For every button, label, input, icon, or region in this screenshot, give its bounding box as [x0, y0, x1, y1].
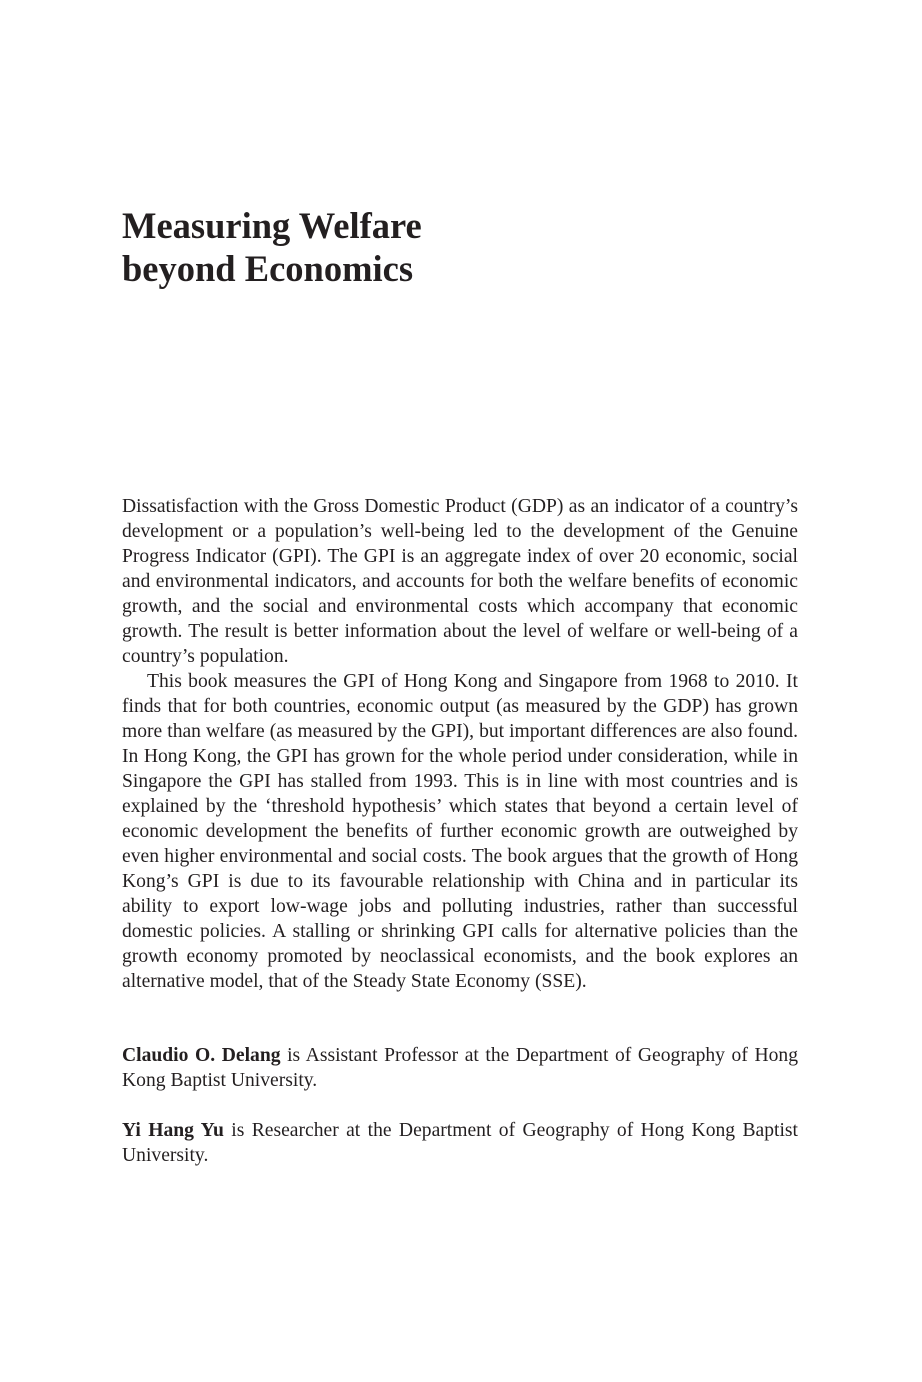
- book-description: [122, 494, 798, 994]
- title-line-2: beyond Economics: [122, 248, 414, 289]
- author-name-2: Yi Hang Yu: [122, 1120, 224, 1141]
- description-paragraph-2: This book measures the GPI of Hong Kong and Singapore from 1968 to 2010. It finds that for both countries, economic output (as measured by the GDP) has grown more than welfare (as measured by the GPI), but important differences are also found. In Hong Kong, the GPI has grown for the whole period under consideration, while in Singapore the GPI has stalled from 1993. This is in line with most countries and is explained by the ‘threshold hypothesis’ which states that beyond a certain level of economic development the benefits of further economic growth are outweighed by even higher environmental and social costs. The book argues that the growth of Hong Kong’s GPI is due to its favourable relationship with China and in particular its ability to export low-wage jobs and polluting industries, rather than successful domestic policies. A stalling or shrinking GPI calls for alternative policies than the growth economy promoted by neoclassical economists, and the book explores an alternative model, that of the Steady State Economy (SSE).: [122, 671, 798, 992]
- page-title: [122, 204, 802, 290]
- author-bio-text-1: is Assistant Professor at the Department of Geography of Hong Kong Baptist University.: [122, 1045, 798, 1091]
- author-name-1: Claudio O. Delang: [122, 1045, 281, 1066]
- author-bio-1: [122, 1043, 798, 1093]
- author-bio-2: [122, 1118, 798, 1168]
- author-bio-text-2: is Researcher at the Department of Geography of Hong Kong Baptist University.: [122, 1120, 798, 1166]
- description-paragraph-1: Dissatisfaction with the Gross Domestic Product (GDP) as an indicator of a country’s development or a population’s well-being led to the development of the Genuine Progress Indicator (GPI). The GPI is an aggregate index of over 20 economic, social and environmental indicators, and accounts for both the welfare benefits of economic growth, and the social and environmental costs which accompany that economic growth. The result is better information about the level of welfare or well-being of a country’s population.: [122, 496, 798, 667]
- title-line-1: Measuring Welfare: [122, 205, 422, 246]
